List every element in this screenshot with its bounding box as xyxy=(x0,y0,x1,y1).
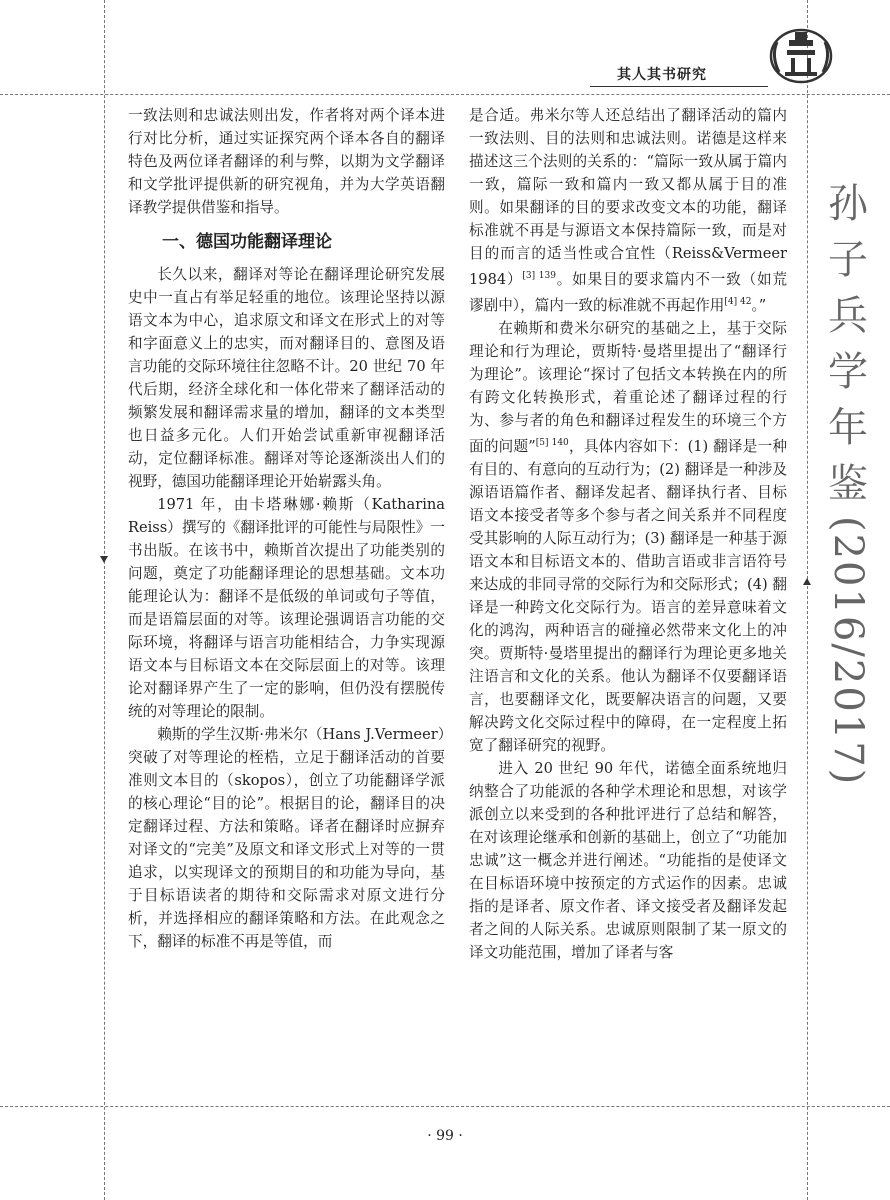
paragraph xyxy=(469,317,787,757)
header-rule xyxy=(590,86,768,87)
citation-ref: [5] 140 xyxy=(535,437,569,448)
page-number: · 99 · xyxy=(427,1128,463,1144)
left-guide-line xyxy=(104,0,105,1200)
section-title: 其人其书研究 xyxy=(617,67,707,83)
paragraph-text: ，具体内容如下：(1) 翻译是一种有目的、有意向的互动行为；(2) 翻译是一种涉及源语语篇作者、翻译发起者、翻译执行者、目标语文本接受者等多个参与者之间关系并不同程度受其影响的人际互动行为；(3) 翻译是一种基于源语文本和目标语文本的、借助言语或非言语符号来达成的非同寻常的交际行为和交际形式；(4) 翻译是一种跨文化交际行为。语言的差异意味着文化的鸿沟，两种语言的碰撞必然带来文化上的冲突。贾斯特·曼塔里提出的翻译行为理论更多地关注语言和文化的关系。他认为翻译不仅要翻译语言，也要翻译文化，既要解决语言的问题，又要解决跨文化交际过程中的障碍，在一定程度上拓宽了翻译研究的视野。 xyxy=(469,437,787,754)
side-title-char: 子 xyxy=(828,237,868,283)
side-title-char: 学 xyxy=(828,349,868,395)
paragraph: 一致法则和忠诚法则出发，作者将对两个译本进行对比分析，通过实证探究两个译本各自的翻译特色及两位译者翻译的利与弊，以期为文学翻译和文学批评提供新的研究视角，并为大学英语翻译教学提供借鉴和指导。 xyxy=(128,107,445,216)
side-title-char: 孙 xyxy=(828,181,868,227)
paragraph: 长久以来，翻译对等论在翻译理论研究发展史中一直占有举足轻重的地位。该理论坚持以源语文本为中心，追求原文和译文在形式上的对等和字面意义上的忠实，而对翻译目的、意图及语言功能的交际环境往往忽略不计。20 世纪 70 年代后期，经济全球化和一体化带来了翻译活动的频繁发展和翻译需求量的增加，翻译的文本类型也日益多元化。人们开始尝试重新审视翻译活动，定位翻译标准。翻译对等论逐渐淡出人们的视野，德国功能翻译理论开始崭露头角。 xyxy=(128,266,445,490)
paragraph xyxy=(469,104,787,317)
paragraph-text: 是合适。弗米尔等人还总结出了翻译活动的篇内一致法则、目的法则和忠诚法则。诺德是这样来描述这三个法则的关系的：“篇际一致从属于篇内一致，篇际一致和篇内一致又都从属于目的准则。如果翻译的目的要求改变文本的功能，翻译标准就不再是与源语文本保持篇际一致，而是对目的而言的适当性或合宜性（Reiss&Vermeer 1984） xyxy=(469,107,787,288)
side-title-char: 兵 xyxy=(828,293,868,339)
paragraph-text: 。” xyxy=(751,296,767,314)
left-column xyxy=(128,104,445,953)
yearbook-side-title xyxy=(812,176,884,786)
paragraph: 进入 20 世纪 90 年代，诺德全面系统地归纳整合了功能派的各种学术理论和思想，对该学派创立以来受到的各种批评进行了总结和解答，在对该理论继承和创新的基础上，创立了“功能加忠诚”这一概念并进行阐述。“功能指的是使译文在目标语环境中按预定的方式运作的因素。忠诚指的是译者、原文作者、译文接受者及翻译发起者之间的人际关系。忠诚原则限制了某一原文的译文功能范围，增加了译者与客 xyxy=(469,759,787,961)
right-guide-line xyxy=(807,0,808,1200)
down-arrow-icon xyxy=(100,556,108,563)
yearbook-emblem-icon xyxy=(765,22,837,86)
bottom-guide-line xyxy=(0,1106,890,1107)
citation-ref: [3] 139 xyxy=(522,271,556,281)
citation-ref: [4] 42 xyxy=(724,296,752,307)
paragraph-text: 。如果目的要求篇内不一致（如荒谬剧中），篇内一致的标准就不再起作用 xyxy=(469,270,787,314)
side-title-char: 年 xyxy=(828,405,868,451)
paragraph: 1971 年，由卡塔琳娜·赖斯（Katharina Reiss）撰写的《翻译批评的可能性与局限性》一书出版。在该书中，赖斯首次提出了功能类别的问题，奠定了功能翻译理论的思想基础。文本功能理论认为：翻译不是低级的单词或句子等值，而是语篇层面的对等。该理论强调语言功能的交际环境，将翻译与语言功能相结合，力争实现源语文本与目标语文本在交际层面上的对等。该理论对翻译界产生了一定的影响，但仍没有摆脱传统的对等理论的限制。 xyxy=(128,496,445,720)
paragraph-text: 在赖斯和费米尔研究的基础之上，基于交际理论和行为理论，贾斯特·曼塔里提出了“翻译行为理论”。该理论“探讨了包括文本转换在内的所有跨文化转换形式，着重论述了翻译过程的行为、参与者的角色和翻译过程发生的环境三个方面的问题” xyxy=(469,319,787,455)
side-title-char: 鉴 xyxy=(828,461,868,507)
paragraph: 赖斯的学生汉斯·弗米尔（Hans J.Vermeer）突破了对等理论的桎梏，立足于翻译活动的首要准则文本目的（skopos），创立了功能翻译学派的核心理论“目的论”。根据目的论，翻译目的决定翻译过程、方法和策略。译者在翻译时应摒弃对译文的“完美”及原文和译文形式上对等的一贯追求，以实现译文的预期目的和功能为导向，基于目标语读者的期待和交际需求对原文进行分析，并选择相应的翻译策略和方法。在此观念之下，翻译的标准不再是等值，而 xyxy=(128,726,445,950)
up-arrow-icon xyxy=(803,578,811,585)
side-title-year: (2016/2017) xyxy=(825,516,871,787)
right-column xyxy=(469,104,787,964)
top-guide-line xyxy=(0,94,890,95)
section-heading: 一、德国功能翻译理论 xyxy=(162,232,332,252)
